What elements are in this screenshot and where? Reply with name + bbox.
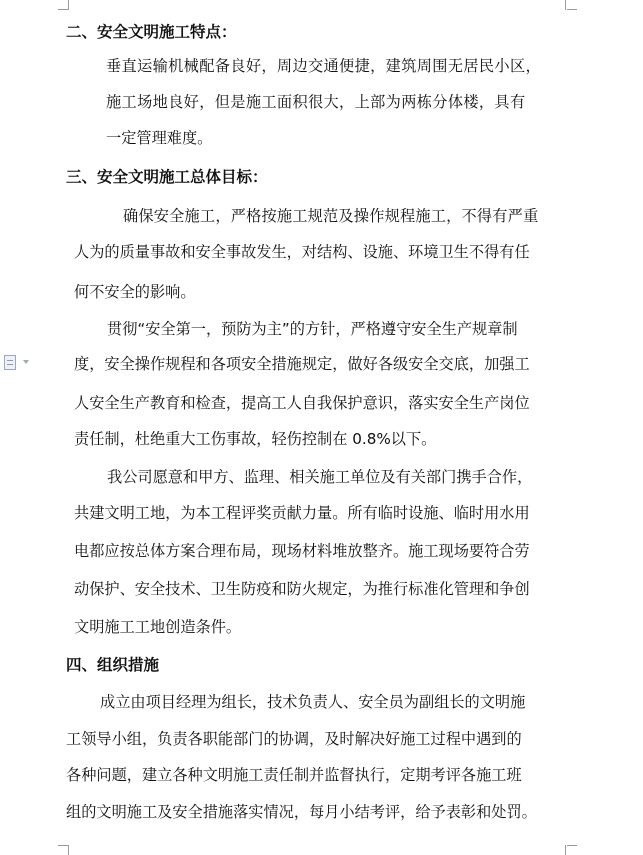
paragraph-line: 贯彻“安全第一，预防为主”的方针，严格遵守安全生产规章制 (107, 320, 518, 338)
page-corner-mark-top-left (58, 0, 69, 10)
section-heading: 四、组织措施 (66, 656, 160, 674)
paragraph-line: 人安全生产教育和检查，提高工人自我保护意识，落实安全生产岗位 (74, 394, 530, 412)
paragraph-line: 责任制，杜绝重大工伤事故，轻伤控制在 0.8%以下。 (74, 430, 437, 448)
section-heading: 二、安全文明施工特点： (66, 23, 237, 41)
paragraph-line: 度，安全操作规程和各项安全措施规定，做好各级安全交底，加强工 (74, 355, 530, 373)
section-heading: 三、安全文明施工总体目标： (66, 168, 268, 186)
paragraph-line: 人为的质量事故和安全事故发生，对结构、设施、环境卫生不得有任 (74, 243, 530, 261)
paragraph-line: 施工场地良好，但是施工面积很大，上部为两栋分体楼，具有 (106, 93, 526, 111)
paragraph-line: 各种问题，建立各种文明施工责任制并监督执行，定期考评各施工班 (66, 766, 522, 784)
paragraph-line: 确保安全施工，严格按施工规范及操作规程施工，不得有严重 (123, 207, 539, 225)
paragraph-line: 垂直运输机械配备良好，周边交通便捷，建筑周围无居民小区， (106, 57, 542, 75)
paragraph-line: 何不安全的影响。 (74, 283, 196, 301)
paragraph-line: 共建文明工地，为本工程评奖贡献力量。所有临时设施、临时用水用 (74, 504, 530, 522)
paragraph-line: 动保护、安全技术、卫生防疫和防火规定，为推行标准化管理和争创 (74, 580, 530, 598)
paragraph-line: 成立由项目经理为组长，技术负责人、安全员为副组长的文明施 (100, 693, 526, 711)
page-corner-mark-bottom-right (565, 845, 576, 855)
document-icon (4, 355, 16, 370)
paragraph-line: 电都应按总体方案合理布局，现场材料堆放整齐。施工现场要符合劳 (74, 542, 530, 560)
page-corner-mark-top-right (565, 0, 576, 10)
paragraph-options-icon[interactable] (4, 355, 32, 371)
paragraph-line: 工领导小组，负责各职能部门的协调，及时解决好施工过程中遇到的 (66, 730, 522, 748)
paragraph-line: 组的文明施工及安全措施落实情况，每月小结考评，给予表彰和处罚。 (66, 803, 537, 821)
paragraph-line: 我公司愿意和甲方、监理、相关施工单位及有关部门携手合作， (107, 468, 533, 486)
caret-down-icon (23, 360, 29, 364)
page-corner-mark-bottom-left (58, 845, 69, 855)
paragraph-line: 文明施工工地创造条件。 (74, 618, 242, 636)
paragraph-line: 一定管理难度。 (106, 129, 213, 147)
